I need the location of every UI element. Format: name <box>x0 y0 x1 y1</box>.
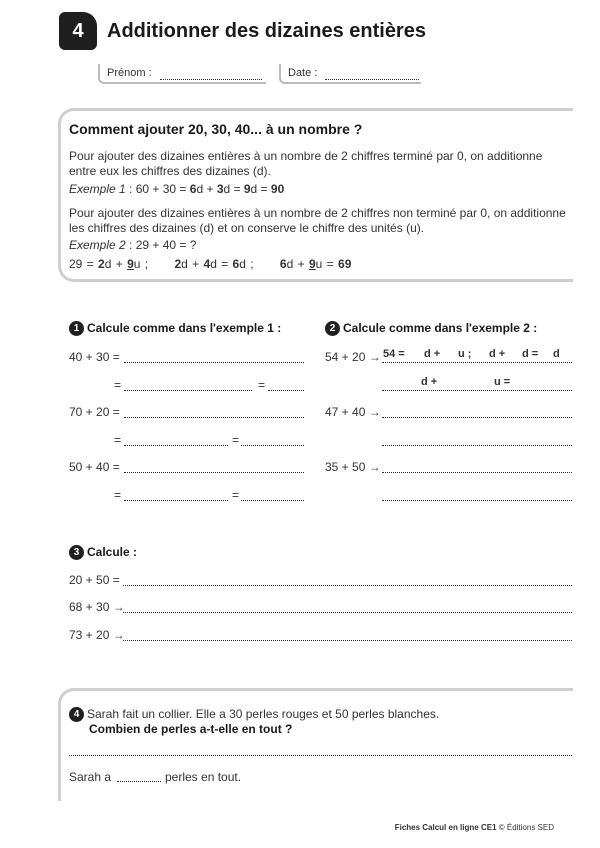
ex1-item-1-eq: = <box>114 378 122 392</box>
ex2-row1-part-1: 54 = <box>383 348 405 360</box>
date-input[interactable] <box>325 79 419 80</box>
ex2-item-1-answer[interactable] <box>382 362 572 363</box>
ex3-item-2-answer[interactable] <box>123 612 572 613</box>
method-paragraph-2: Pour ajouter des dizaines entières à un nombre de 2 chiffres non terminé par 0, on additionne les chiffres des dizaines (d) et on conserve le chiffre des unités (u). <box>69 206 566 235</box>
ex4-answer-input[interactable] <box>117 781 161 782</box>
ex1-item-1-result[interactable] <box>268 390 304 391</box>
ex1-item-3-label: 50 + 40 = <box>69 460 120 474</box>
ex1-item-2-eq: = <box>114 433 122 447</box>
page-title: Additionner des dizaines entières <box>107 20 426 42</box>
ex4-question: Combien de perles a-t-elle en tout ? <box>89 722 293 736</box>
ex1-item-1-eq2: = <box>258 378 266 392</box>
ex2-item-3-step[interactable] <box>382 500 572 501</box>
ex1-item-2-eq2: = <box>232 433 240 447</box>
date-label: Date : <box>288 67 318 79</box>
exercise-2-title: 2 Calcule comme dans l'exemple 2 : <box>325 321 537 336</box>
ex3-item-3-answer[interactable] <box>123 640 572 641</box>
prenom-label: Prénom : <box>107 67 152 79</box>
ex1-item-2-answer[interactable] <box>124 417 304 418</box>
ex4-answer-start: Sarah a <box>69 770 112 784</box>
ex2-item-2-label: 47 + 40 → <box>325 405 381 419</box>
ex1-item-3-result[interactable] <box>241 500 304 501</box>
ex1-item-1-label: 40 + 30 = <box>69 350 120 364</box>
ex3-item-1-label: 20 + 50 = <box>69 573 120 587</box>
example-2: Exemple 2 : 29 + 40 = ? <box>69 238 197 252</box>
ex2-row1-part-3: u ; <box>458 348 472 360</box>
problem-box <box>58 688 573 801</box>
ex1-item-1-step[interactable] <box>124 390 252 391</box>
ex2-row2-part-1: d + <box>421 376 438 388</box>
ex3-item-1-answer[interactable] <box>123 585 572 586</box>
ex2-item-1-label: 54 + 20 → <box>325 350 381 364</box>
exercise-3-title: 3 Calcule : <box>69 545 137 560</box>
ex1-item-2-label: 70 + 20 = <box>69 405 120 419</box>
ex2-row1-part-4: d + <box>489 348 506 360</box>
ex4-answer-end: perles en tout. <box>165 770 242 784</box>
ex2-row1-part-6: d <box>553 348 560 360</box>
example-2-solution: 29 = 2d + 9u ; 2d + 4d = 6d ; 6d + 9u = 69 <box>69 257 352 271</box>
ex3-item-3-label: 73 + 20 → <box>69 628 125 642</box>
ex1-item-3-eq: = <box>114 488 122 502</box>
ex2-row1-part-5: d = <box>522 348 539 360</box>
ex1-item-3-step[interactable] <box>124 500 228 501</box>
ex1-item-2-result[interactable] <box>241 445 304 446</box>
ex2-row1-part-2: d + <box>424 348 441 360</box>
prenom-input[interactable] <box>160 79 262 80</box>
ex2-row2-part-2: u = <box>494 376 511 388</box>
ex1-item-1-answer[interactable] <box>124 362 304 363</box>
exercise-number-badge: 4 <box>59 12 97 50</box>
ex2-item-2-step[interactable] <box>382 445 572 446</box>
ex4-statement: 4 Sarah fait un collier. Elle a 30 perles rouges et 50 perles blanches. <box>69 707 439 722</box>
exercise-1-title: 1 Calcule comme dans l'exemple 1 : <box>69 321 281 336</box>
example-1: Exemple 1 : 60 + 30 = 6d + 3d = 9d = 90 <box>69 182 285 196</box>
ex2-item-3-label: 35 + 50 → <box>325 460 381 474</box>
ex2-item-1-step[interactable] <box>382 390 572 391</box>
ex1-item-2-step[interactable] <box>124 445 228 446</box>
ex3-item-2-label: 68 + 30 → <box>69 600 125 614</box>
ex4-working-line[interactable] <box>69 755 572 756</box>
ex1-item-3-answer[interactable] <box>124 472 304 473</box>
ex1-item-3-eq2: = <box>232 488 240 502</box>
method-paragraph-1: Pour ajouter des dizaines entières à un nombre de 2 chiffres terminé par 0, on additionne entre eux les chiffres des dizaines (d). <box>69 149 543 178</box>
ex2-item-3-answer[interactable] <box>382 472 572 473</box>
method-title: Comment ajouter 20, 30, 40... à un nombre ? <box>69 121 363 137</box>
ex2-item-2-answer[interactable] <box>382 417 572 418</box>
footer-credit: Fiches Calcul en ligne CE1 © Éditions SED <box>394 823 554 832</box>
